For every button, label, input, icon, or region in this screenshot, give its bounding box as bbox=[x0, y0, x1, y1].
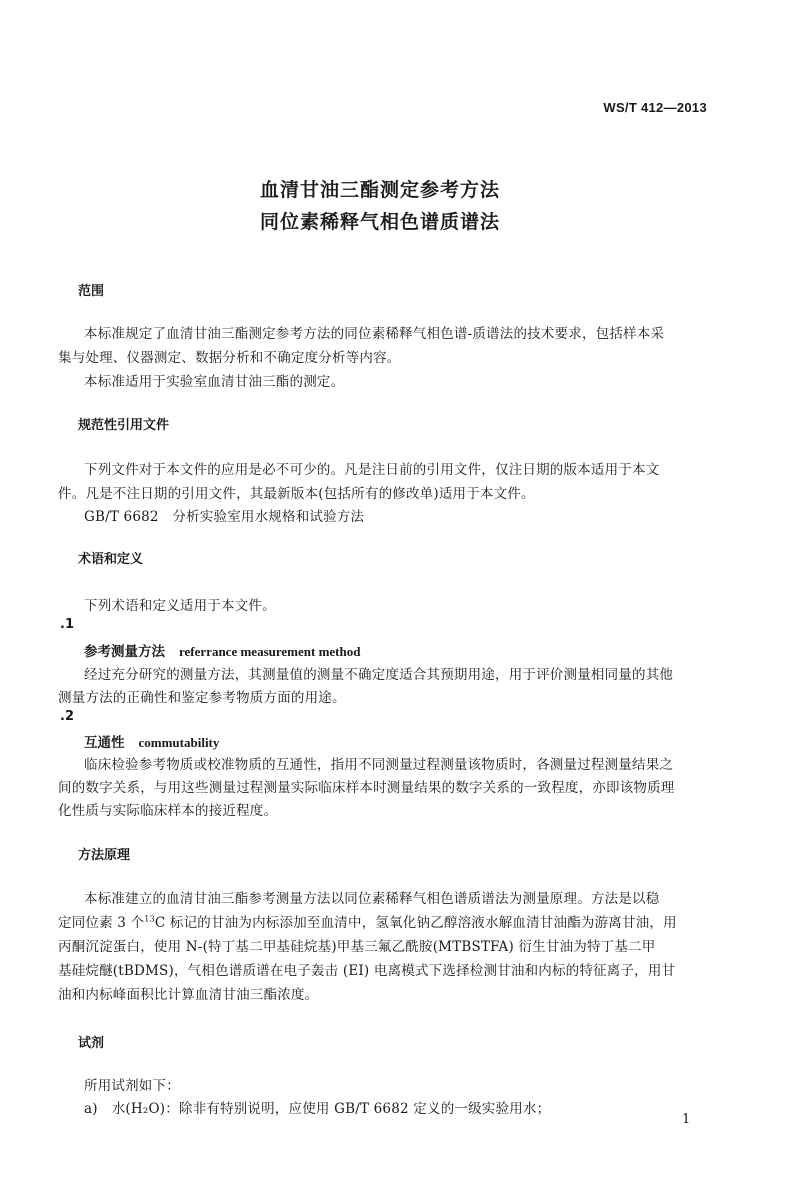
scope-paragraph-line2: 集与处理、仪器测定、数据分析和不确定度分析等内容。 bbox=[58, 350, 401, 366]
section-heading-principle: 方法原理 bbox=[78, 848, 131, 863]
scope-paragraph-line1: 本标准规定了血清甘油三酯测定参考方法的同位素稀释气相色谱-质谱法的技术要求，包括样本采 bbox=[84, 326, 665, 342]
section-heading-reagents: 试剂 bbox=[78, 1036, 105, 1051]
reference-gbt6682: GB/T 6682 分析实验室用水规格和试验方法 bbox=[84, 509, 365, 525]
term-1-chinese: 参考测量方法 bbox=[84, 644, 165, 660]
term-2-chinese: 互通性 bbox=[84, 735, 125, 751]
term-1-title bbox=[84, 640, 360, 660]
term-2-english: commutability bbox=[138, 735, 220, 750]
term-number-2: .2 bbox=[60, 709, 74, 724]
section-heading-scope: 范围 bbox=[78, 284, 105, 299]
term-2-title bbox=[84, 731, 219, 751]
reagents-intro: 所用试剂如下： bbox=[84, 1078, 180, 1094]
principle-line1: 本标准建立的血清甘油三酯参考测量方法以同位素稀释气相色谱质谱法为测量原理。方法是以稳 bbox=[84, 891, 660, 907]
reagent-item-a-text: 水(H₂O)：除非有特别说明，应使用 GB/T 6682 定义的一级实验用水； bbox=[111, 1101, 551, 1117]
principle-line2 bbox=[58, 911, 677, 931]
principle-line2-end: C 标记的甘油为内标添加至血清中，氢氧化钠乙醇溶液水解血清甘油酯为游离甘油，用 bbox=[154, 915, 677, 931]
term-2-definition-line3: 化性质与实际临床样本的接近程度。 bbox=[58, 803, 278, 819]
principle-line2-start: 定同位素 3 个 bbox=[58, 915, 145, 931]
term-2-definition-line1: 临床检验参考物质或校准物质的互通性，指用不同测量过程测量该物质时，各测量过程测量结果之 bbox=[84, 757, 674, 773]
section-heading-terms: 术语和定义 bbox=[78, 552, 144, 567]
term-1-definition-line1: 经过充分研究的测量方法，其测量值的测量不确定度适合其预期用途，用于评价测量相同量的其他 bbox=[84, 667, 674, 683]
references-paragraph-line1: 下列文件对于本文件的应用是必不可少的。凡是注日前的引用文件，仅注日期的版本适用于本文 bbox=[84, 462, 660, 478]
document-title-line2: 同位素稀释气相色谱质谱法 bbox=[259, 211, 500, 233]
terms-intro: 下列术语和定义适用于本文件。 bbox=[84, 598, 276, 614]
scope-paragraph-applicability: 本标准适用于实验室血清甘油三酯的测定。 bbox=[84, 374, 345, 390]
isotope-superscript: 13 bbox=[144, 914, 155, 924]
reagent-item-a bbox=[84, 1097, 550, 1117]
term-1-definition-line2: 测量方法的正确性和鉴定参考物质方面的用途。 bbox=[58, 690, 346, 706]
term-2-definition-line2: 间的数字关系，与用这些测量过程测量实际临床样本时测量结果的数字关系的一致程度，亦即该物质理 bbox=[58, 780, 675, 796]
term-1-english: referrance measurement method bbox=[179, 644, 361, 659]
section-heading-references: 规范性引用文件 bbox=[78, 418, 170, 433]
principle-line4: 基硅烷醚(tBDMS)，气相色谱质谱在电子轰击 (EI) 电离模式下选择检测甘油和内标的特征离子，用甘 bbox=[58, 963, 676, 979]
page-number: 1 bbox=[682, 1112, 691, 1127]
document-title-line1: 血清甘油三酯测定参考方法 bbox=[259, 179, 500, 201]
reagent-item-a-label: a) bbox=[84, 1101, 98, 1117]
principle-line3: 丙酮沉淀蛋白，使用 N-(特丁基二甲基硅烷基)甲基三氟乙酰胺(MTBSTFA) 衍生甘油为特丁基二甲 bbox=[58, 939, 656, 955]
term-number-1: .1 bbox=[60, 617, 74, 632]
references-paragraph-line2: 件。凡是不注日期的引用文件，其最新版本(包括所有的修改单)适用于本文件。 bbox=[58, 486, 535, 502]
standard-code: WS/T 412—2013 bbox=[603, 100, 707, 115]
principle-line5: 油和内标峰面积比计算血清甘油三酯浓度。 bbox=[58, 987, 319, 1003]
